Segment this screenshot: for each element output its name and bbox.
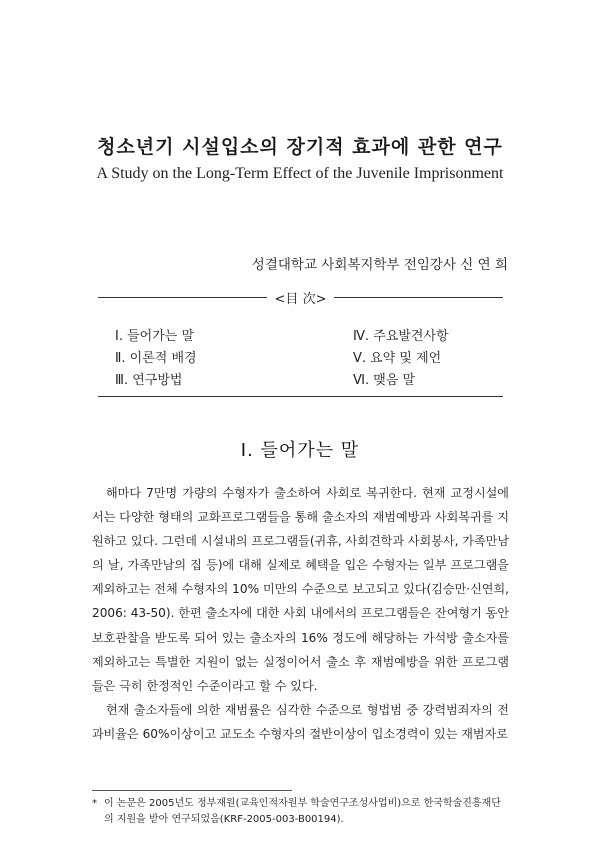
section-heading: Ⅰ. 들어가는 말 xyxy=(240,440,360,461)
toc-heading: <目 次> xyxy=(267,288,335,307)
paper-title-korean: 청소년기 시설입소의 장기적 효과에 관한 연구 xyxy=(97,136,503,158)
toc-left-column xyxy=(115,326,197,392)
footnote-line: 이 논문은 2005년도 정부재원(교육인적자원부 학술연구조성사업비)으로 한국학술진흥재단 xyxy=(104,798,501,809)
toc-right-column xyxy=(353,326,449,392)
toc-item: Ⅵ. 맺음 말 xyxy=(353,373,416,388)
toc-item: Ⅲ. 연구방법 xyxy=(115,373,183,388)
toc-item: Ⅳ. 주요발견사항 xyxy=(353,329,449,344)
footnote-mark: * xyxy=(92,798,97,809)
toc-item: Ⅴ. 요약 및 제언 xyxy=(353,351,442,366)
paragraph: 현재 출소자들에 의한 재범률은 심각한 수준으로 형법범 중 강력범죄자의 전과비율은 60%이상이고 교도소 수형자의 절반이상이 입소경력이 있는 재범자로 xyxy=(92,702,509,741)
footnote-divider xyxy=(92,790,292,791)
table-of-contents xyxy=(98,292,503,397)
body-text xyxy=(92,481,509,746)
footnote xyxy=(92,796,512,828)
toc-item: Ⅱ. 이론적 배경 xyxy=(115,351,197,366)
toc-item: Ⅰ. 들어가는 말 xyxy=(115,329,195,344)
paragraph: 해마다 7만명 가량의 수형자가 출소하여 사회로 복귀한다. 현재 교정시설에서는 다양한 형태의 교화프로그램들을 통해 출소자의 재범예방과 사회복귀를 지원하고 있다. 그런데 시설내의 프로그램들(귀휴, 사회견학과 사회봉사, 가족만남의 날, 가족만남의 집 등)에 대해 실제로 혜택을 입은 수형자는 일부 프로그램을 제외하고는 전체 수형자의 10% 미만의 수준으로 보고되고 있다(김승만·신연희, 2006: 43-50). 한편 출소자에 대한 사회 내에서의 프로그램들은 잔여형기 동안 보호관찰을 받도록 되어 있는 출소자의 16% 정도에 해당하는 가석방 출소자를 제외하고는 특별한 지원이 없는 실정이어서 출소 후 재범예방을 위한 프로그램들은 극히 한정적인 수준이라고 할 수 있다. xyxy=(92,486,510,693)
author-line: 성결대학교 사회복지학부 전임강사 신 연 희 xyxy=(251,257,508,273)
paper-title-english: A Study on the Long-Term Effect of the Juvenile Imprisonment xyxy=(96,165,504,182)
footnote-line: 의 지원을 받아 연구되었음(KRF-2005-003-B00194). xyxy=(104,814,344,825)
